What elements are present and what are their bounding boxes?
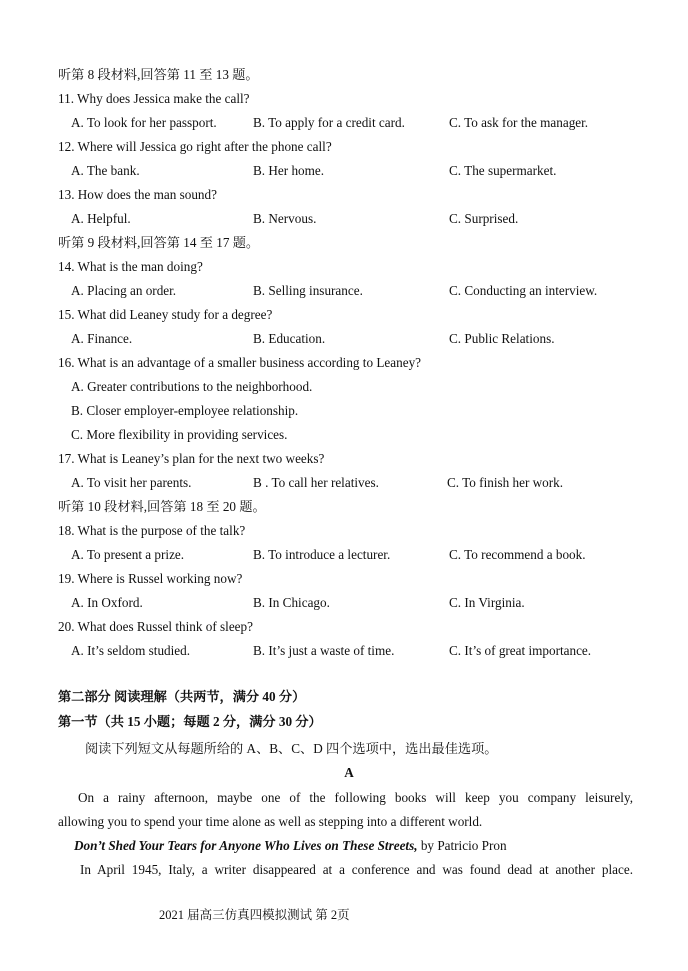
option-a: A. Placing an order. — [71, 283, 177, 298]
question-16-option-a: A. Greater contributions to the neighborhood. — [71, 379, 313, 394]
section-10-header: 听第 10 段材料,回答第 18 至 20 题。 — [58, 499, 266, 514]
question-19: 19. Where is Russel working now? — [58, 571, 243, 586]
option-a: A. Helpful. — [71, 211, 131, 226]
book-title: Don’t Shed Your Tears for Anyone Who Lives on These Streets, — [74, 838, 418, 853]
question-13: 13. How does the man sound? — [58, 187, 217, 202]
question-18-options — [0, 546, 688, 564]
question-14-options — [0, 282, 688, 300]
question-20: 20. What does Russel think of sleep? — [58, 619, 253, 634]
option-b: B. It’s just a waste of time. — [253, 643, 395, 658]
option-b: B . To call her relatives. — [253, 475, 379, 490]
question-16-option-c: C. More flexibility in providing services. — [71, 427, 288, 442]
reading-instruction: 阅读下列短文从每题所给的 A、B、C、D 四个选项中，选出最佳选项。 — [85, 741, 498, 756]
question-16: 16. What is an advantage of a smaller business according to Leaney? — [58, 355, 422, 370]
question-11: 11. Why does Jessica make the call? — [58, 91, 250, 106]
passage-paragraph-1-line-1: On a rainy afternoon, maybe one of the following books will keep you company leisurely, — [78, 790, 633, 805]
option-a: A. In Oxford. — [71, 595, 143, 610]
option-b: B. Selling insurance. — [253, 283, 363, 298]
section-8-header: 听第 8 段材料,回答第 11 至 13 题。 — [58, 67, 259, 82]
option-c: C. To ask for the manager. — [449, 115, 589, 130]
option-c: C. Public Relations. — [449, 331, 555, 346]
option-a: A. To visit her parents. — [71, 475, 192, 490]
option-c: C. To recommend a book. — [449, 547, 586, 562]
option-b: B. Her home. — [253, 163, 325, 178]
question-17-options — [0, 474, 688, 492]
question-20-options — [0, 642, 688, 660]
option-c: C. It’s of great importance. — [449, 643, 592, 658]
question-11-options — [0, 114, 688, 132]
option-b: B. To apply for a credit card. — [253, 115, 405, 130]
part-2-title: 第二部分 阅读理解（共两节，满分 40 分） — [58, 689, 306, 704]
question-13-options — [0, 210, 688, 228]
section-9-header: 听第 9 段材料,回答第 14 至 17 题。 — [58, 235, 260, 250]
option-c: C. To finish her work. — [447, 475, 564, 490]
option-b: B. In Chicago. — [253, 595, 330, 610]
option-c: C. Surprised. — [449, 211, 519, 226]
question-17: 17. What is Leaney’s plan for the next two weeks? — [58, 451, 325, 466]
option-a: A. Finance. — [71, 331, 133, 346]
question-18: 18. What is the purpose of the talk? — [58, 523, 246, 538]
option-b: B. To introduce a lecturer. — [253, 547, 391, 562]
option-a: A. To look for her passport. — [71, 115, 217, 130]
option-c: C. In Virginia. — [449, 595, 525, 610]
question-16-option-b: B. Closer employer-employee relationship. — [71, 403, 299, 418]
part-2-section-1-title: 第一节（共 15 小题；每题 2 分，满分 30 分） — [58, 714, 322, 729]
option-c: C. The supermarket. — [449, 163, 557, 178]
book-author: by Patricio Pron — [417, 838, 507, 853]
option-a: A. The bank. — [71, 163, 140, 178]
passage-paragraph-1-line-2: allowing you to spend your time alone as well as stepping into a different world. — [58, 814, 483, 829]
passage-label: A — [344, 765, 354, 780]
question-12-options — [0, 162, 688, 180]
page-footer: 2021 届高三仿真四模拟测试 第 2页 — [159, 908, 350, 922]
question-15-options — [0, 330, 688, 348]
option-a: A. It’s seldom studied. — [71, 643, 191, 658]
option-c: C. Conducting an interview. — [449, 283, 598, 298]
book-entry — [74, 837, 507, 855]
option-b: B. Nervous. — [253, 211, 317, 226]
option-a: A. To present a prize. — [71, 547, 185, 562]
question-14: 14. What is the man doing? — [58, 259, 203, 274]
option-b: B. Education. — [253, 331, 326, 346]
passage-paragraph-2-line-1: In April 1945, Italy, a writer disappeared at a conference and was found dead at another place. — [80, 862, 633, 877]
question-12: 12. Where will Jessica go right after the phone call? — [58, 139, 332, 154]
question-15: 15. What did Leaney study for a degree? — [58, 307, 273, 322]
question-19-options — [0, 594, 688, 612]
